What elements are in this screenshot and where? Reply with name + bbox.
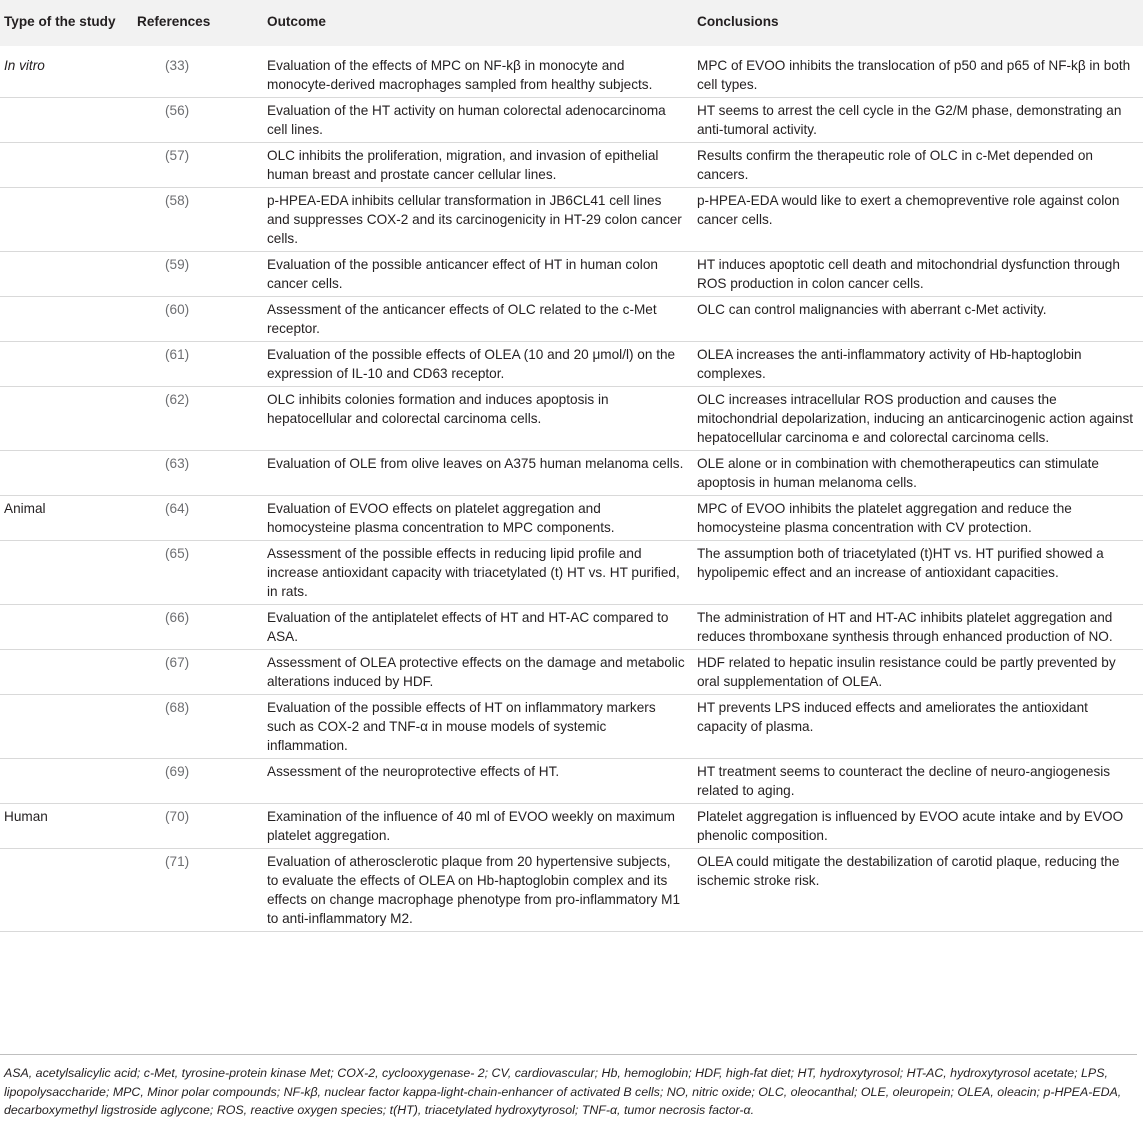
reference-cell: (58) xyxy=(165,193,190,208)
reference-cell: (69) xyxy=(165,764,190,779)
conclusion-cell: OLC increases intracellular ROS production and causes the mitochondrial depolarization, inducing an anticarcinogenic action against hepatocellular carcinoma e and colorectal carcinoma cells. xyxy=(697,392,1134,445)
reference-cell: (57) xyxy=(165,148,190,163)
study-type-cell xyxy=(0,695,131,759)
table-row xyxy=(0,98,1143,143)
conclusion-cell: HT induces apoptotic cell death and mitochondrial dysfunction through ROS production in colon cancer cells. xyxy=(697,257,1120,291)
study-type-cell xyxy=(0,143,131,188)
conclusion-cell: The assumption both of triacetylated (t)HT vs. HT purified showed a hypolipemic effect and an increase of antioxidant capacities. xyxy=(697,546,1104,580)
reference-cell: (67) xyxy=(165,655,190,670)
reference-cell: (64) xyxy=(165,501,190,516)
conclusion-cell: p-HPEA-EDA would like to exert a chemopreventive role against colon cancer cells. xyxy=(697,193,1120,227)
conclusion-cell: HT prevents LPS induced effects and ameliorates the antioxidant capacity of plasma. xyxy=(697,700,1088,734)
table-footnote: ASA, acetylsalicylic acid; c-Met, tyrosine-protein kinase Met; COX-2, cyclooxygenase- 2; CV, cardiovascular; Hb, hemoglobin; HDF, high-fat diet; HT, hydroxytyrosol; HT-AC, hydroxytyrosol acetate; LPS, lipopolysaccharide; MPC, Minor polar compounds; NF-kβ, nuclear factor kappa-light-chain-enhancer of activated B cells; NO, nitric oxide; OLC, oleocanthal; OLE, oleuropein; OLEA, oleacin; p-HPEA-EDA, decarboxymethyl ligstroside aglycone; ROS, reactive oxygen species; t(HT), triacetylated hydroxytyrosol; TNF-α, tumor necrosis factor-α. xyxy=(0,1054,1137,1120)
outcome-cell: Evaluation of the antiplatelet effects of HT and HT-AC compared to ASA. xyxy=(267,610,669,644)
outcome-cell: Examination of the influence of 40 ml of EVOO weekly on maximum platelet aggregation. xyxy=(267,809,675,843)
conclusion-cell: The administration of HT and HT-AC inhibits platelet aggregation and reduces thromboxane synthesis through enhanced production of NO. xyxy=(697,610,1113,644)
study-type-cell: Animal xyxy=(4,501,46,516)
outcome-cell: Evaluation of OLE from olive leaves on A375 human melanoma cells. xyxy=(267,456,684,471)
conclusion-cell: Results confirm the therapeutic role of OLC in c-Met depended on cancers. xyxy=(697,148,1093,182)
table-row xyxy=(0,451,1143,496)
conclusion-cell: OLEA could mitigate the destabilization of carotid plaque, reducing the ischemic stroke risk. xyxy=(697,854,1120,888)
header-conclusions: Conclusions xyxy=(697,14,779,29)
outcome-cell: Evaluation of the HT activity on human colorectal adenocarcinoma cell lines. xyxy=(267,103,666,137)
study-type-cell xyxy=(0,98,131,143)
outcome-cell: Evaluation of the effects of MPC on NF-kβ in monocyte and monocyte-derived macrophages sampled from healthy subjects. xyxy=(267,58,653,92)
outcome-cell: Assessment of the neuroprotective effects of HT. xyxy=(267,764,560,779)
outcome-cell: Evaluation of the possible anticancer effect of HT in human colon cancer cells. xyxy=(267,257,658,291)
outcome-cell: OLC inhibits colonies formation and induces apoptosis in hepatocellular and colorectal carcinoma cells. xyxy=(267,392,609,426)
study-type-cell xyxy=(0,849,131,932)
outcome-cell: Evaluation of the possible effects of OLEA (10 and 20 μmol/l) on the expression of IL-10 and CD63 receptor. xyxy=(267,347,676,381)
table-row xyxy=(0,849,1143,932)
outcome-cell: Assessment of OLEA protective effects on the damage and metabolic alterations induced by HDF. xyxy=(267,655,685,689)
reference-cell: (71) xyxy=(165,854,190,869)
header-references: References xyxy=(137,14,211,29)
reference-cell: (63) xyxy=(165,456,190,471)
reference-cell: (66) xyxy=(165,610,190,625)
table-row xyxy=(0,605,1143,650)
conclusion-cell: Platelet aggregation is influenced by EVOO acute intake and by EVOO phenolic composition. xyxy=(697,809,1124,843)
conclusion-cell: MPC of EVOO inhibits the translocation of p50 and p65 of NF-kβ in both cell types. xyxy=(697,58,1131,92)
reference-cell: (60) xyxy=(165,302,190,317)
study-type-cell xyxy=(0,387,131,451)
table-row xyxy=(0,541,1143,605)
header-row xyxy=(0,0,1143,46)
table-row xyxy=(0,342,1143,387)
conclusion-cell: HT seems to arrest the cell cycle in the G2/M phase, demonstrating an anti-tumoral activity. xyxy=(697,103,1122,137)
outcome-cell: Evaluation of the possible effects of HT on inflammatory markers such as COX-2 and TNF-α in mouse models of systemic inflammation. xyxy=(267,700,656,753)
study-type-cell xyxy=(0,297,131,342)
conclusion-cell: HDF related to hepatic insulin resistance could be partly prevented by oral supplementation of OLEA. xyxy=(697,655,1116,689)
reference-cell: (59) xyxy=(165,257,190,272)
table-header xyxy=(0,0,1143,46)
study-type-cell xyxy=(0,252,131,297)
study-type-cell xyxy=(0,342,131,387)
conclusion-cell: MPC of EVOO inhibits the platelet aggregation and reduce the homocysteine plasma concentration with CV protection. xyxy=(697,501,1072,535)
outcome-cell: Evaluation of EVOO effects on platelet aggregation and homocysteine plasma concentration to MPC components. xyxy=(267,501,615,535)
header-outcome: Outcome xyxy=(267,14,326,29)
study-type-cell: Human xyxy=(4,809,48,824)
reference-cell: (65) xyxy=(165,546,190,561)
reference-cell: (70) xyxy=(165,809,190,824)
study-type-cell xyxy=(0,605,131,650)
reference-cell: (61) xyxy=(165,347,190,362)
table-row xyxy=(0,297,1143,342)
conclusion-cell: HT treatment seems to counteract the decline of neuro-angiogenesis related to aging. xyxy=(697,764,1111,798)
table-row xyxy=(0,387,1143,451)
study-type-cell xyxy=(0,188,131,252)
conclusion-cell: OLEA increases the anti-inflammatory activity of Hb-haptoglobin complexes. xyxy=(697,347,1082,381)
conclusion-cell: OLE alone or in combination with chemotherapeutics can stimulate apoptosis in human melanoma cells. xyxy=(697,456,1099,490)
reference-cell: (62) xyxy=(165,392,190,407)
table-row xyxy=(0,804,1143,849)
study-type-cell xyxy=(0,451,131,496)
study-type-cell xyxy=(0,541,131,605)
header-type-of-study: Type of the study xyxy=(4,14,116,29)
outcome-cell: Assessment of the possible effects in reducing lipid profile and increase antioxidant capacity with triacetylated (t) HT vs. HT purified, in rats. xyxy=(267,546,680,599)
reference-cell: (33) xyxy=(165,58,190,73)
study-type-cell xyxy=(0,759,131,804)
table-body xyxy=(0,46,1143,932)
table-row xyxy=(0,496,1143,541)
table-row xyxy=(0,188,1143,252)
study-type-cell: In vitro xyxy=(4,58,45,73)
table-row xyxy=(0,143,1143,188)
table-row xyxy=(0,252,1143,297)
outcome-cell: p-HPEA-EDA inhibits cellular transformation in JB6CL41 cell lines and suppresses COX-2 and its carcinogenicity in HT-29 colon cancer cells. xyxy=(267,193,682,246)
conclusion-cell: OLC can control malignancies with aberrant c-Met activity. xyxy=(697,302,1047,317)
reference-cell: (68) xyxy=(165,700,190,715)
table-row xyxy=(0,695,1143,759)
outcome-cell: Evaluation of atherosclerotic plaque from 20 hypertensive subjects, to evaluate the effects of OLEA on Hb-haptoglobin complex and its effects on change macrophage phenotype from pro-inflammatory M1 to anti-inflammatory M2. xyxy=(267,854,681,926)
outcome-cell: Assessment of the anticancer effects of OLC related to the c-Met receptor. xyxy=(267,302,657,336)
reference-cell: (56) xyxy=(165,103,190,118)
outcome-cell: OLC inhibits the proliferation, migration, and invasion of epithelial human breast and prostate cancer cellular lines. xyxy=(267,148,659,182)
table-row xyxy=(0,759,1143,804)
table-row xyxy=(0,650,1143,695)
table-row xyxy=(0,46,1143,98)
study-type-cell xyxy=(0,650,131,695)
